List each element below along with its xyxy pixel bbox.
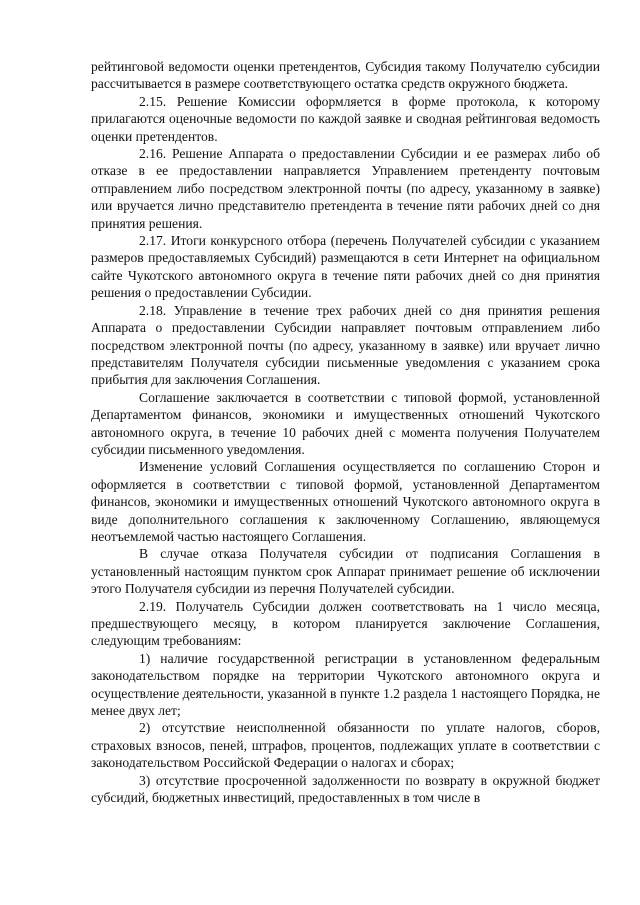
paragraph-agreement: Соглашение заключается в соответствии с типовой формой, установленной Департаментом финансов, экономики и имущественных отношений Чукотского автономного округа, в течение 10 рабочих дней с момента получения Получателем субсидии письменного уведомления. <box>91 389 600 457</box>
paragraph-2-18: 2.18. Управление в течение трех рабочих дней со дня принятия решения Аппарата о предоставлении Субсидии направляет почтовым отправлением либо посредством электронной почты (по адресу, указанному в заявке) или вручает лично представителям Получателя субсидии письменные уведомления с указанием срока прибытия для заключения Соглашения. <box>91 302 600 388</box>
paragraph-2-16: 2.16. Решение Аппарата о предоставлении Субсидии и ее размерах либо об отказе в ее предоставлении направляется Управлением претенденту почтовым отправлением либо посредством электронной почты (по адресу, указанному в заявке) или вручается лично представителю претендента в течение пяти рабочих дней со дня принятия решения. <box>91 146 600 231</box>
paragraph-2-19: 2.19. Получатель Субсидии должен соответствовать на 1 число месяца, предшествующего месяцу, в котором планируется заключение Соглашения, следующим требованиям: <box>91 598 600 649</box>
paragraph-continuation: рейтинговой ведомости оценки претендентов, Субсидия такому Получателю субсидии рассчитывается в размере соответствующего остатка средств окружного бюджета. <box>91 59 600 92</box>
document-page <box>91 58 600 806</box>
requirement-item-1: 1) наличие государственной регистрации в установленном федеральным законодательством порядке на территории Чукотского автономного округа и осуществление деятельности, указанной в пункте 1.2 раздела 1 настоящего Порядка, не менее двух лет; <box>91 650 600 719</box>
requirement-item-3: 3) отсутствие просроченной задолженности по возврату в окружной бюджет субсидий, бюджетных инвестиций, предоставленных в том числе в <box>91 772 600 806</box>
paragraph-agreement-change: Изменение условий Соглашения осуществляется по соглашению Сторон и оформляется в соответствии с типовой формой, установленной Департаментом финансов, экономики и имущественных отношений Чукотского автономного округа в виде дополнительного соглашения к заключенному Соглашению, являющемуся неотъемлемой частью настоящего Соглашения. <box>91 459 600 544</box>
paragraph-2-15: 2.15. Решение Комиссии оформляется в форме протокола, к которому прилагаются оценочные ведомости по каждой заявке и сводная рейтинговая ведомость оценки претендентов. <box>91 93 600 144</box>
requirement-item-2: 2) отсутствие неисполненной обязанности по уплате налогов, сборов, страховых взносов, пеней, штрафов, процентов, подлежащих уплате в соответствии с законодательством Российской Федерации о налогах и сборах; <box>91 720 600 771</box>
paragraph-2-17: 2.17. Итоги конкурсного отбора (перечень Получателей субсидии с указанием размеров предоставляемых Субсидий) размещаются в сети Интернет на официальном сайте Чукотского автономного округа в течение пяти рабочих дней со дня принятия решения о предоставлении Субсидии. <box>91 233 600 301</box>
paragraph-refusal: В случае отказа Получателя субсидии от подписания Соглашения в установленный настоящим пунктом срок Аппарат принимает решение об исключении этого Получателя субсидии из перечня Получателей субсидии. <box>91 546 600 597</box>
